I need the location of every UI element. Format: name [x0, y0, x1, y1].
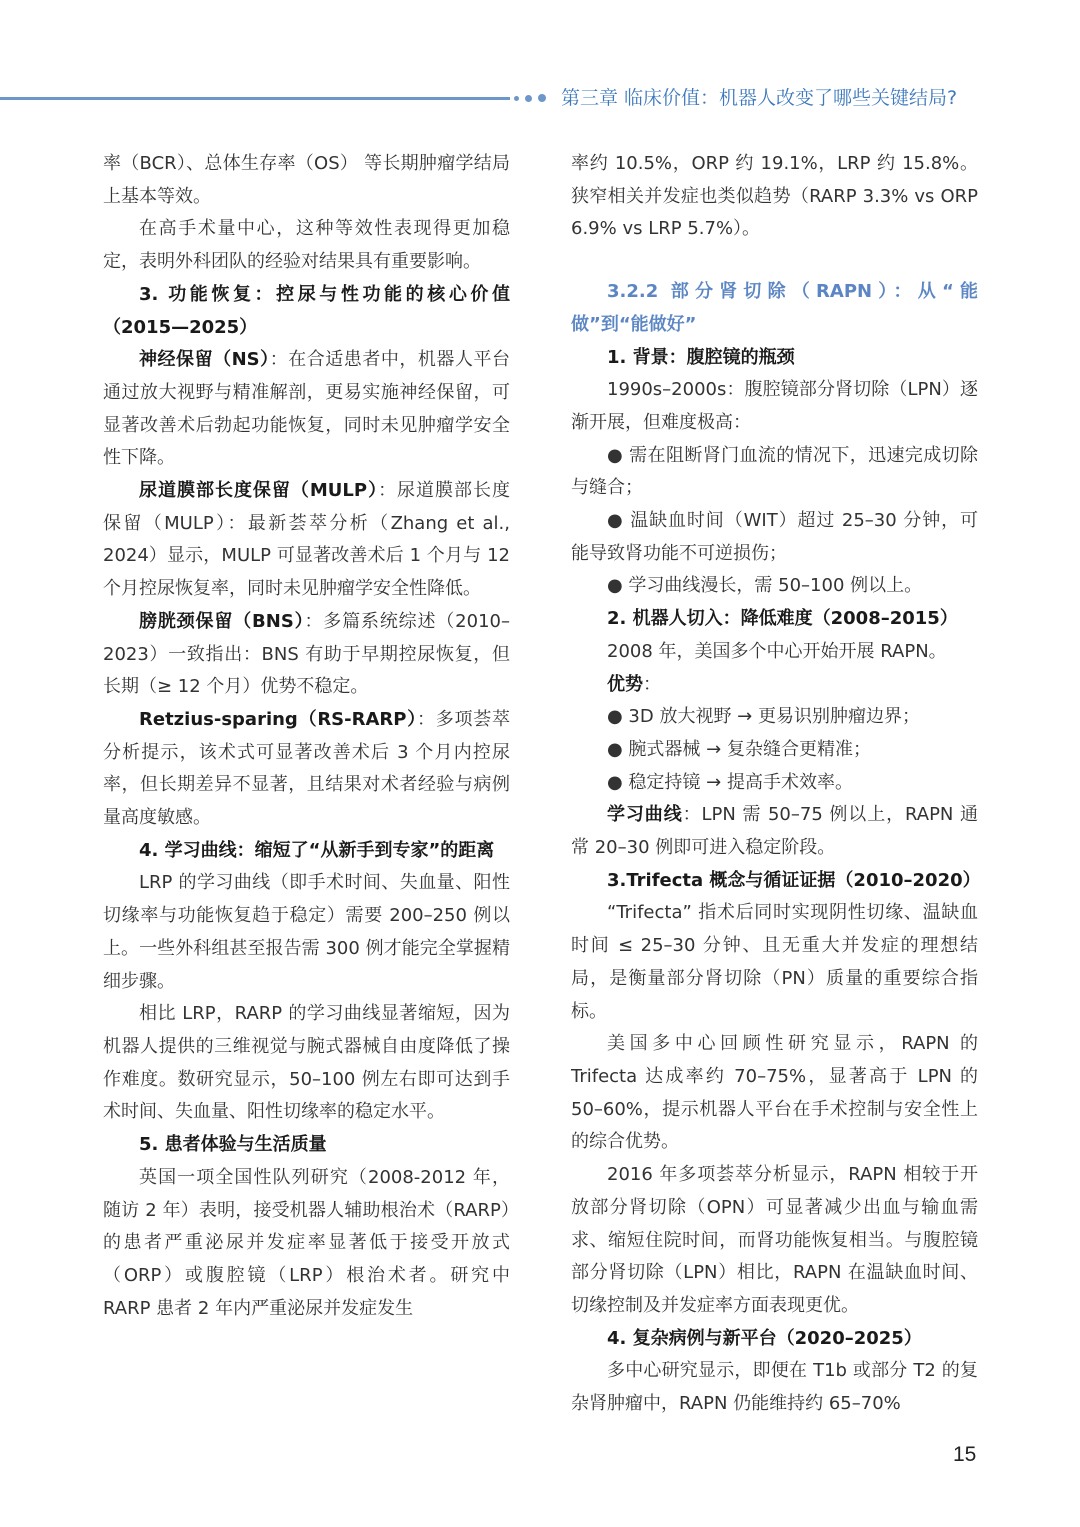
- paragraph: 率（BCR）、总体生存率（OS） 等长期肿瘤学结局上基本等效。: [103, 153, 510, 207]
- paragraph-bns: [103, 606, 510, 704]
- bullet-item: ● 稳定持镜 → 提高手术效率。: [607, 771, 853, 793]
- term-text: ：在合适患者中，机器人平台通过放大视野与精准解剖，更易实施神经保留，可显著改善术后勃起功能恢复，同时未见肿瘤学安全性下降。: [103, 349, 510, 469]
- bullet-item: ● 温缺血时间（WIT）超过 25–30 分钟，可能导致肾功能不可逆损伤；: [571, 510, 978, 564]
- paragraph: 美国多中心回顾性研究显示，RAPN 的 Trifecta 达成率约 70–75%，显著高于 LPN 的 50–60%，提示机器人平台在手术控制与安全性上的综合优势。: [571, 1033, 978, 1153]
- left-column: [103, 148, 510, 1325]
- term-label: 尿道膜部长度保留（MULP）: [139, 480, 379, 502]
- term-label: 神经保留（NS）: [139, 349, 270, 371]
- section-heading: 3. 功能恢复：控尿与性功能的核心价值（2015—2025）: [103, 283, 510, 338]
- section-heading: 3.Trifecta 概念与循证证据（2010–2020）: [607, 869, 981, 891]
- term-text: ：多项荟萃分析提示，该术式可显著改善术后 3 个月内控尿率，但长期差异不显著，且结果对术者经验与病例量高度敏感。: [103, 708, 511, 829]
- paragraph-rs: [103, 704, 510, 835]
- paragraph: 相比 LRP，RARP 的学习曲线显著缩短，因为机器人提供的三维视觉与腕式器械自由度降低了操作难度。数研究显示，50–100 例左右即可达到手术时间、失血量、阳性切缘率的稳定水平。: [103, 1003, 510, 1123]
- term-label: 学习曲线: [607, 804, 683, 826]
- bullet-item: ● 腕式器械 → 复杂缝合更精准；: [607, 738, 871, 760]
- paragraph: 率约 10.5%，ORP 约 19.1%，LRP 约 15.8%。狭窄相关并发症也类似趋势（RARP 3.3% vs ORP 6.9% vs LRP 5.7%）。: [571, 153, 978, 240]
- bullet-item: ● 需在阻断肾门血流的情况下，迅速完成切除与缝合；: [571, 444, 978, 499]
- paragraph: 在高手术量中心，这种等效性表现得更加稳定，表明外科团队的经验对结果具有重要影响。: [103, 218, 510, 273]
- advantages-colon: ：: [643, 673, 661, 695]
- header-dots: [514, 93, 546, 103]
- chapter-title: 第三章 临床价值：机器人改变了哪些关键结局?: [561, 87, 958, 109]
- section-heading: 5. 患者体验与生活质量: [139, 1134, 327, 1156]
- advantages-label: 优势: [607, 673, 643, 695]
- paragraph-mulp: [103, 475, 510, 606]
- advantages-label-line: [571, 669, 978, 702]
- bullet-item: ● 学习曲线漫长，需 50–100 例以上。: [607, 575, 923, 597]
- header-dot: [538, 94, 546, 102]
- section-heading: 2. 机器人切入：降低难度（2008–2015）: [607, 608, 958, 630]
- term-text: ：LPN 需 50–75 例以上，RAPN 通常 20–30 例即可进入稳定阶段。: [571, 804, 979, 859]
- section-heading: 4. 学习曲线：缩短了“从新手到专家”的距离: [139, 839, 495, 861]
- paragraph: “Trifecta” 指术后同时实现阴性切缘、温缺血时间 ≤ 25–30 分钟、且无重大并发症的理想结局，是衡量部分肾切除（PN）质量的重要综合指标。: [571, 902, 978, 1022]
- paragraph-ns: [103, 344, 510, 475]
- header-dot: [514, 96, 519, 101]
- section-heading: 1. 背景：腹腔镜的瓶颈: [607, 346, 795, 368]
- term-label: 膀胱颈保留（BNS）: [139, 610, 305, 632]
- paragraph: 英国一项全国性队列研究（2008-2012 年，随访 2 年）表明，接受机器人辅助根治术（RARP）的患者严重泌尿并发症率显著低于接受开放式（ORP）或腹腔镜（LRP）根治术者。研究中 RARP 患者 2 年内严重泌尿并发症发生: [103, 1166, 510, 1319]
- subsection-title: 3.2.2 部分肾切除（RAPN）：从“能做”到“能做好”: [571, 281, 978, 335]
- page-number: 15: [953, 1443, 977, 1466]
- paragraph: 2016 年多项荟萃分析显示，RAPN 相较于开放部分肾切除（OPN）可显著减少出血与输血需求、缩短住院时间，而肾功能恢复相当。与腹腔镜部分肾切除（LPN）相比，RAPN 在温缺血时间、切缘控制及并发症率方面表现更优。: [571, 1164, 978, 1316]
- paragraph: 2008 年，美国多个中心开始开展 RAPN。: [607, 640, 947, 662]
- paragraph-learning-curve: [571, 799, 978, 864]
- header-dot: [525, 95, 532, 102]
- paragraph: 多中心研究显示，即便在 T1b 或部分 T2 的复杂肾肿瘤中，RAPN 仍能维持约 65–70%: [571, 1360, 978, 1415]
- right-column: [571, 148, 981, 1421]
- term-text: ：尿道膜部长度保留（MULP）：最新荟萃分析（Zhang et al., 2024）显示，MULP 可显著改善术后 1 个月与 12 个月控尿恢复率，同时未见肿瘤学安全性降低。: [103, 480, 510, 600]
- header-rule: [0, 97, 510, 100]
- term-text: ：多篇系统综述（2010–2023）一致指出：BNS 有助于早期控尿恢复，但长期（≥ 12 个月）优势不稳定。: [103, 610, 510, 698]
- section-heading: 4. 复杂病例与新平台（2020–2025）: [607, 1327, 922, 1349]
- paragraph: LRP 的学习曲线（即手术时间、失血量、阳性切缘率与功能恢复趋于稳定）需要 200–250 例以上。一些外科组甚至报告需 300 例才能完全掌握精细步骤。: [103, 872, 510, 992]
- paragraph: 1990s–2000s：腹腔镜部分肾切除（LPN）逐渐开展，但难度极高：: [571, 379, 978, 433]
- term-label: Retzius-sparing（RS-RARP）: [139, 708, 417, 730]
- bullet-item: ● 3D 放大视野 → 更易识别肿瘤边界；: [607, 706, 920, 728]
